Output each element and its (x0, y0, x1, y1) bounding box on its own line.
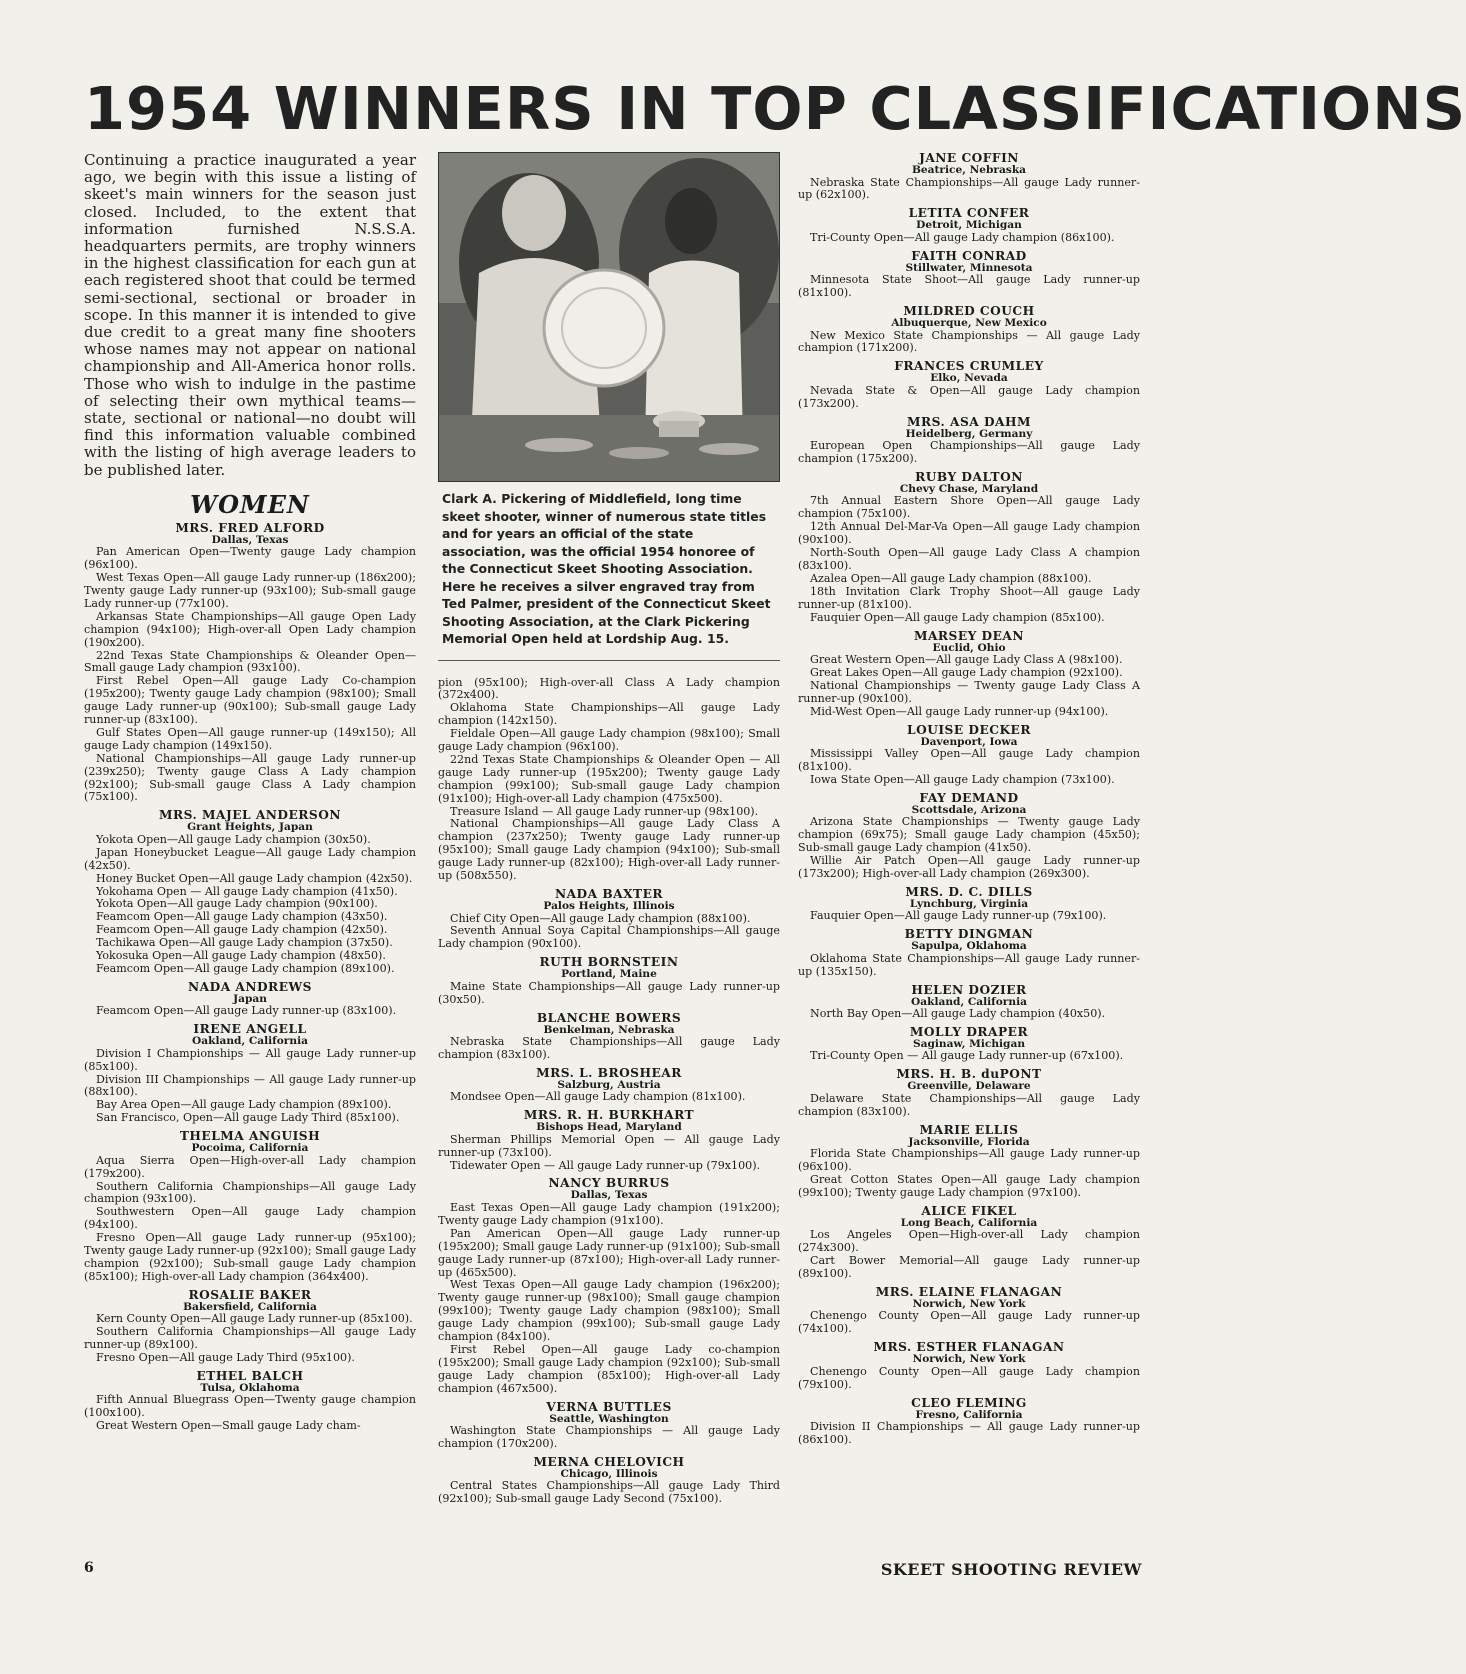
winner-entry (798, 1205, 1140, 1281)
winner-record: 12th Annual Del-Mar-Va Open—All gauge Lady champion (90x100). (798, 520, 1140, 547)
winner-location: Davenport, Iowa (920, 735, 1018, 748)
winner-record: Feamcom Open—All gauge Lady runner-up (83x100). (96, 1004, 397, 1018)
winner-record: Sherman Phillips Memorial Open — All gauge Lady runner-up (73x100). (438, 1132, 780, 1159)
winner-location: Portland, Maine (561, 968, 657, 981)
winner-record: Maine State Championships—All gauge Lady runner-up (30x50). (438, 979, 780, 1006)
winner-record: Southern California Championships—All gauge Lady runner-up (89x100). (84, 1325, 416, 1352)
winner-entry (798, 792, 1140, 881)
winner-location: Jacksonville, Florida (908, 1135, 1030, 1148)
winner-name: RUBY DALTON (915, 469, 1023, 484)
column-right (798, 152, 1140, 1452)
winner-name: MARIE ELLIS (919, 1122, 1019, 1137)
winner-name: NADA ANDREWS (188, 979, 312, 994)
winner-entry (438, 1067, 780, 1104)
winner-record: Oklahoma State Championships—All gauge Lady runner-up (135x150). (798, 951, 1140, 978)
winner-entry (798, 1068, 1140, 1118)
winner-record: Fauquier Open—All gauge Lady runner-up (79x100). (810, 909, 1107, 923)
winner-list-right (798, 152, 1140, 1447)
winner-name: BETTY DINGMAN (904, 927, 1034, 942)
intro-paragraph: Continuing a practice inaugurated a year ago, we begin with this issue a listing of skeet's main winners for the season just closed. Included, to the extent that information furnished N.S.S.A. headquarters permits, are trophy winners in the highest classification for each gun at each registered shoot that could be termed semi-sectional, sectional or broader in scope. In this manner it is intended to give due credit to a great many fine shooters whose names may not appear on national championship and All-America honor rolls. Those who wish to indulge in the pastime of selecting their own mythical teams—state, sectional or national—no doubt will find this information valuable combined with the listing of high average leaders to be published later. (84, 151, 416, 479)
page-number: 6 (84, 1560, 94, 1576)
winner-name: MILDRED COUCH (903, 304, 1035, 319)
winner-location: Saginaw, Michigan (912, 1037, 1026, 1050)
winner-record: Division III Championships — All gauge Lady runner-up (88x100). (84, 1072, 416, 1099)
winner-record: Division I Championships — All gauge Lady runner-up (85x100). (84, 1046, 416, 1073)
winner-entry (798, 1026, 1140, 1063)
winner-record: Southwestern Open—All gauge Lady champion (94x100). (84, 1205, 416, 1232)
winner-location: Elko, Nevada (930, 372, 1008, 385)
winner-location: Benkelman, Nebraska (543, 1023, 675, 1036)
winner-location: Detroit, Michigan (916, 219, 1022, 232)
winner-entry (438, 1401, 780, 1451)
winner-name: MRS. MAJEL ANDERSON (159, 808, 341, 823)
winner-record: Southern California Championships—All gauge Lady champion (93x100). (84, 1179, 416, 1206)
winner-entry (84, 522, 416, 805)
winner-record: West Texas Open—All gauge Lady champion (196x200); Twenty gauge runner-up (98x100); Small gauge champion (99x100); Twenty gauge Lady champion (98x100); Small gauge Lady champion (99x100); Sub-small gauge Lady champion (84x100). (438, 1278, 780, 1344)
column-left (84, 152, 416, 1438)
winner-entry (438, 1456, 780, 1506)
winner-record: Azalea Open—All gauge Lady champion (88x100). (810, 571, 1092, 585)
winner-record: Nebraska State Championships—All gauge Lady runner-up (62x100). (798, 175, 1140, 202)
winner-location: Oakland, California (192, 1035, 308, 1048)
winner-location: Chicago, Illinois (560, 1467, 658, 1480)
winner-entry (438, 1012, 780, 1062)
winner-location: Chevy Chase, Maryland (899, 482, 1039, 495)
winner-location: Dallas, Texas (211, 533, 289, 546)
winner-entry (798, 886, 1140, 923)
winner-record: National Championships—All gauge Lady Class A champion (237x250); Twenty gauge Lady runner-up (95x100); Small gauge Lady champion (94x100); Sub-small gauge Lady runner-up (82x100); High-over-all Lady runner-up (508x550). (438, 817, 780, 883)
winner-entry (84, 1023, 416, 1125)
winner-record: Delaware State Championships—All gauge Lady champion (83x100). (798, 1091, 1140, 1118)
winner-record: Fifth Annual Bluegrass Open—Twenty gauge champion (100x100). (84, 1393, 416, 1420)
winner-record: Yokota Open—All gauge Lady champion (30x50). (96, 832, 371, 846)
winner-entry (798, 416, 1140, 466)
winner-location: Grant Heights, Japan (187, 821, 313, 834)
winner-name: MRS. FRED ALFORD (175, 520, 325, 535)
winner-name: IRENE ANGELL (193, 1022, 307, 1037)
winner-record: Washington State Championships — All gauge Lady champion (170x200). (438, 1424, 780, 1450)
winner-record: Yokosuka Open—All gauge Lady champion (48x50). (96, 949, 386, 963)
winner-record: North-South Open—All gauge Lady Class A champion (83x100). (798, 546, 1140, 572)
winner-record: West Texas Open—All gauge Lady runner-up (186x200); Twenty gauge Lady runner-up (93x100); Sub-small gauge Lady runner-up (77x100). (84, 571, 416, 610)
winner-record: Tri-County Open — All gauge Lady runner-up (67x100). (810, 1049, 1124, 1063)
winner-entry (438, 956, 780, 1006)
winner-entry (84, 1370, 416, 1433)
winner-record: Yokota Open—All gauge Lady champion (90x100). (96, 897, 378, 911)
winner-name: CLEO FLEMING (911, 1395, 1027, 1410)
winner-record: Treasure Island — All gauge Lady runner-up (98x100). (450, 804, 759, 818)
winner-name: ROSALIE BAKER (188, 1287, 312, 1302)
winner-name: HELEN DOZIER (911, 982, 1027, 997)
winner-location: Beatrice, Nebraska (911, 164, 1027, 176)
winner-location: Fresno, California (915, 1408, 1023, 1421)
winner-record: Florida State Championships—All gauge Lady runner-up (96x100). (798, 1147, 1140, 1174)
winner-record: First Rebel Open—All gauge Lady Co-champion (195x200); Twenty gauge Lady champion (98x100); Small gauge Lady runner-up (90x100); Sub-small gauge Lady runner-up (83x100). (84, 674, 416, 727)
winner-record: First Rebel Open—All gauge Lady co-champion (195x200); Small gauge Lady champion (92x100); Sub-small gauge Lady champion (85x100); High-over-all Lady champion (467x500). (438, 1342, 780, 1395)
winner-name: NADA BAXTER (554, 887, 664, 901)
winner-record: 7th Annual Eastern Shore Open—All gauge Lady champion (75x100). (798, 494, 1140, 521)
winner-record: European Open Championships—All gauge Lady champion (175x200). (798, 439, 1140, 466)
winner-name: MERNA CHELOVICH (533, 1454, 685, 1469)
winner-location: Lynchburg, Virginia (909, 897, 1029, 910)
winner-record: Feamcom Open—All gauge Lady champion (43x50). (96, 910, 388, 924)
winner-entry (798, 471, 1140, 625)
section-heading: WOMEN (190, 489, 310, 519)
winner-record: Fresno Open—All gauge Lady runner-up (95x100); Twenty gauge Lady runner-up (92x100); Small gauge Lady champion (92x100); Sub-small gauge Lady champion (85x100); High-over-all Lady champion (364x400). (84, 1231, 416, 1283)
winner-name: MRS. D. C. DILLS (905, 884, 1033, 899)
winner-name: MRS. ASA DAHM (907, 414, 1031, 429)
photo-illustration (439, 153, 779, 481)
winner-location: Scottsdale, Arizona (911, 803, 1027, 816)
winner-record: 18th Invitation Clark Trophy Shoot—All gauge Lady runner-up (81x100). (798, 584, 1140, 611)
winner-name: THELMA ANGUISH (179, 1129, 321, 1144)
winner-location: Dallas, Texas (570, 1189, 648, 1202)
winner-record: Gulf States Open—All gauge runner-up (149x150); All gauge Lady champion (149x150). (84, 725, 416, 752)
winner-record: Central States Championships—All gauge Lady Third (92x100); Sub-small gauge Lady Second (75x100). (438, 1479, 780, 1506)
winner-location: Tulsa, Oklahoma (200, 1381, 300, 1394)
winner-record: Japan Honeybucket League—All gauge Lady champion (42x50). (84, 845, 416, 872)
winner-location: Salzburg, Austria (557, 1078, 661, 1091)
winner-name: ETHEL BALCH (196, 1368, 304, 1383)
winner-record: Honey Bucket Open—All gauge Lady champion (42x50). (96, 871, 413, 885)
winner-record: Pan American Open—Twenty gauge Lady champion (96x100). (84, 545, 416, 572)
winner-name: MRS. ELAINE FLANAGAN (875, 1284, 1063, 1299)
caption-divider (438, 660, 780, 661)
winner-name: NANCY BURRUS (548, 1176, 670, 1191)
winner-location: Long Beach, California (900, 1216, 1038, 1229)
winner-record: East Texas Open—All gauge Lady champion (191x200); Twenty gauge Lady champion (91x100). (438, 1200, 780, 1227)
winner-record: Seventh Annual Soya Capital Championships—All gauge Lady champion (90x100). (438, 924, 780, 951)
winner-entry (84, 809, 416, 975)
winner-entry (798, 360, 1140, 410)
winner-location: Bishops Head, Maryland (536, 1121, 682, 1134)
winner-entry (798, 152, 1140, 202)
winner-entry (798, 1341, 1140, 1391)
winner-entry (798, 1286, 1140, 1336)
winner-record: Yokohama Open — All gauge Lady champion (41x50). (96, 884, 398, 898)
winner-name: MRS. R. H. BURKHART (523, 1108, 695, 1123)
winner-entry (798, 250, 1140, 300)
winner-record: 22nd Texas State Championships & Oleander Open—Small gauge Lady champion (93x100). (84, 648, 416, 675)
winner-entry (438, 888, 780, 951)
winner-record: Arkansas State Championships—All gauge Open Lady champion (94x100); High-over-all Open Lady champion (190x200). (84, 609, 416, 649)
winner-record: Cart Bower Memorial—All gauge Lady runner-up (89x100). (798, 1254, 1140, 1280)
winner-record: New Mexico State Championships — All gauge Lady champion (171x200). (798, 328, 1140, 355)
winner-record: Tri-County Open—All gauge Lady champion (86x100). (810, 230, 1115, 244)
winner-record: Great Lakes Open—All gauge Lady champion (92x100). (810, 665, 1123, 679)
winner-record: Willie Air Patch Open—All gauge Lady runner-up (173x200); High-over-all Lady champion (269x300). (798, 854, 1140, 880)
winner-record: Great Cotton States Open—All gauge Lady champion (99x100); Twenty gauge Lady champion (97x100). (798, 1172, 1140, 1199)
winner-location: Norwich, New York (912, 1297, 1026, 1310)
winner-entry (438, 677, 780, 884)
page-title: 1954 WINNERS IN TOP CLASSIFICATIONS (84, 74, 1466, 143)
winner-list-middle (438, 677, 780, 1507)
magazine-name: SKEET SHOOTING REVIEW (880, 1560, 1142, 1579)
winner-location: Norwich, New York (912, 1353, 1026, 1366)
winner-record: Chenengo County Open—All gauge Lady runner-up (74x100). (798, 1309, 1140, 1336)
winner-record: National Championships—All gauge Lady runner-up (239x250); Twenty gauge Class A Lady champion (92x100); Sub-small gauge Class A Lady champion (75x100). (84, 751, 416, 804)
winner-location: Greenville, Delaware (907, 1080, 1031, 1093)
winner-entry (798, 305, 1140, 355)
winner-name: BLANCHE BOWERS (536, 1010, 682, 1025)
winner-name: FAY DEMAND (919, 790, 1019, 805)
winner-location: Stillwater, Minnesota (905, 261, 1033, 274)
winner-location: Japan (233, 992, 267, 1005)
winner-record: Fieldale Open—All gauge Lady champion (98x100); Small gauge Lady champion (96x100). (438, 727, 780, 754)
winner-record: pion (95x100); High-over-all Class A Lady champion (372x400). (438, 675, 780, 702)
column-middle (438, 152, 780, 1511)
winner-record: Bay Area Open—All gauge Lady champion (89x100). (96, 1098, 392, 1112)
winner-record: National Championships — Twenty gauge Lady Class A runner-up (90x100). (798, 678, 1140, 705)
winner-record: Kern County Open—All gauge Lady runner-up (85x100). (96, 1312, 413, 1326)
winner-record: Chenengo County Open—All gauge Lady champion (79x100). (798, 1364, 1140, 1391)
winner-location: Palos Heights, Illinois (543, 900, 675, 912)
winner-record: Tachikawa Open—All gauge Lady champion (37x50). (96, 936, 393, 950)
winner-name: MRS. H. B. duPONT (896, 1067, 1042, 1082)
award-photo (438, 152, 780, 482)
winner-location: Heidelberg, Germany (905, 427, 1033, 440)
winner-name: MRS. L. BROSHEAR (536, 1065, 682, 1080)
winner-entry (798, 1397, 1140, 1447)
winner-list-left (84, 522, 416, 1433)
winner-location: Sapulpa, Oklahoma (911, 940, 1027, 953)
winner-location: Seattle, Washington (549, 1412, 669, 1425)
winner-name: LETITA CONFER (908, 206, 1030, 221)
winner-record: Feamcom Open—All gauge Lady champion (89x100). (96, 961, 395, 975)
winner-name: FRANCES CRUMLEY (894, 359, 1044, 374)
winner-record: Great Western Open—All gauge Lady Class A (98x100). (810, 653, 1123, 667)
winner-record: Nevada State & Open—All gauge Lady champion (173x200). (798, 383, 1140, 410)
winner-location: Bakersfield, California (183, 1300, 317, 1313)
winner-record: Great Western Open—Small gauge Lady cham- (96, 1419, 361, 1433)
winner-location: Albuquerque, New Mexico (891, 317, 1047, 330)
winner-name: MOLLY DRAPER (909, 1024, 1029, 1039)
winner-location: Pocoima, California (191, 1142, 309, 1155)
winner-record: North Bay Open—All gauge Lady champion (40x50). (810, 1007, 1106, 1021)
winner-record: Oklahoma State Championships—All gauge Lady champion (142x150). (438, 701, 780, 728)
winner-location: Oakland, California (911, 995, 1027, 1008)
winner-name: ALICE FIKEL (921, 1203, 1017, 1218)
winner-record: Arizona State Championships — Twenty gauge Lady champion (69x75); Small gauge Lady champion (45x50); Sub-small gauge Lady champion (41x50). (798, 815, 1140, 855)
winner-entry (798, 207, 1140, 244)
winner-name: FAITH CONRAD (911, 248, 1027, 263)
winner-record: Division II Championships — All gauge Lady runner-up (86x100). (798, 1420, 1140, 1446)
winner-record: Fauquier Open—All gauge Lady champion (85x100). (810, 610, 1105, 624)
photo-caption: Clark A. Pickering of Middlefield, long time skeet shooter, winner of numerous state titles and for years an official of the state association, was the official 1954 honoree of the Connecticut Skeet Shooting Association. Here he receives a silver engraved tray from Ted Palmer, president of the Connecticut Skeet Shooting Association, at the Clark Pickering Memorial Open held at Lordship Aug. 15. (442, 491, 771, 646)
winner-name: LOUISE DECKER (907, 722, 1031, 737)
winner-entry (798, 630, 1140, 719)
winner-name: JANE COFFIN (919, 151, 1019, 165)
winner-entry (438, 1177, 780, 1395)
winner-record: Nebraska State Championships—All gauge Lady champion (83x100). (438, 1035, 780, 1061)
winner-name: MARSEY DEAN (913, 628, 1025, 643)
winner-record: Tidewater Open — All gauge Lady runner-up (79x100). (450, 1158, 761, 1172)
winner-record: San Francisco, Open—All gauge Lady Third (85x100). (96, 1111, 400, 1125)
winner-entry (438, 1109, 780, 1172)
winner-entry (798, 724, 1140, 787)
winner-record: Aqua Sierra Open—High-over-all Lady champion (179x200). (84, 1153, 416, 1180)
winner-name: RUTH BORNSTEIN (539, 955, 679, 970)
winner-entry (84, 1289, 416, 1365)
winner-name: MRS. ESTHER FLANAGAN (873, 1340, 1065, 1355)
winner-record: Los Angeles Open—High-over-all Lady champion (274x300). (798, 1228, 1140, 1255)
winner-entry (84, 1130, 416, 1284)
winner-location: Euclid, Ohio (932, 641, 1006, 654)
winner-record: Fresno Open—All gauge Lady Third (95x100). (96, 1350, 355, 1364)
winner-name: VERNA BUTTLES (546, 1399, 672, 1414)
winner-record: Minnesota State Shoot—All gauge Lady runner-up (81x100). (798, 273, 1140, 300)
winner-record: Pan American Open—All gauge Lady runner-up (195x200); Small gauge Lady runner-up (91x100); Sub-small gauge Lady runner-up (87x100); High-over-all Lady runner-up (465x500). (438, 1226, 780, 1279)
winner-record: Mondsee Open—All gauge Lady champion (81x100). (450, 1090, 746, 1104)
winner-entry (84, 981, 416, 1018)
winner-record: Feamcom Open—All gauge Lady champion (42x50). (96, 923, 388, 937)
winner-entry (798, 1124, 1140, 1200)
winner-record: Mid-West Open—All gauge Lady runner-up (94x100). (810, 704, 1109, 718)
winner-record: 22nd Texas State Championships & Oleander Open — All gauge Lady runner-up (195x200); Twenty gauge Lady champion (99x100); Sub-small gauge Lady champion (91x100); High-over-all Lady champion (475x500). (438, 752, 780, 805)
winner-record: Mississippi Valley Open—All gauge Lady champion (81x100). (798, 747, 1140, 773)
winner-record: Chief City Open—All gauge Lady champion (88x100). (450, 911, 751, 925)
winner-record: Iowa State Open—All gauge Lady champion (73x100). (810, 772, 1115, 786)
winner-entry (798, 984, 1140, 1021)
winner-entry (798, 928, 1140, 978)
